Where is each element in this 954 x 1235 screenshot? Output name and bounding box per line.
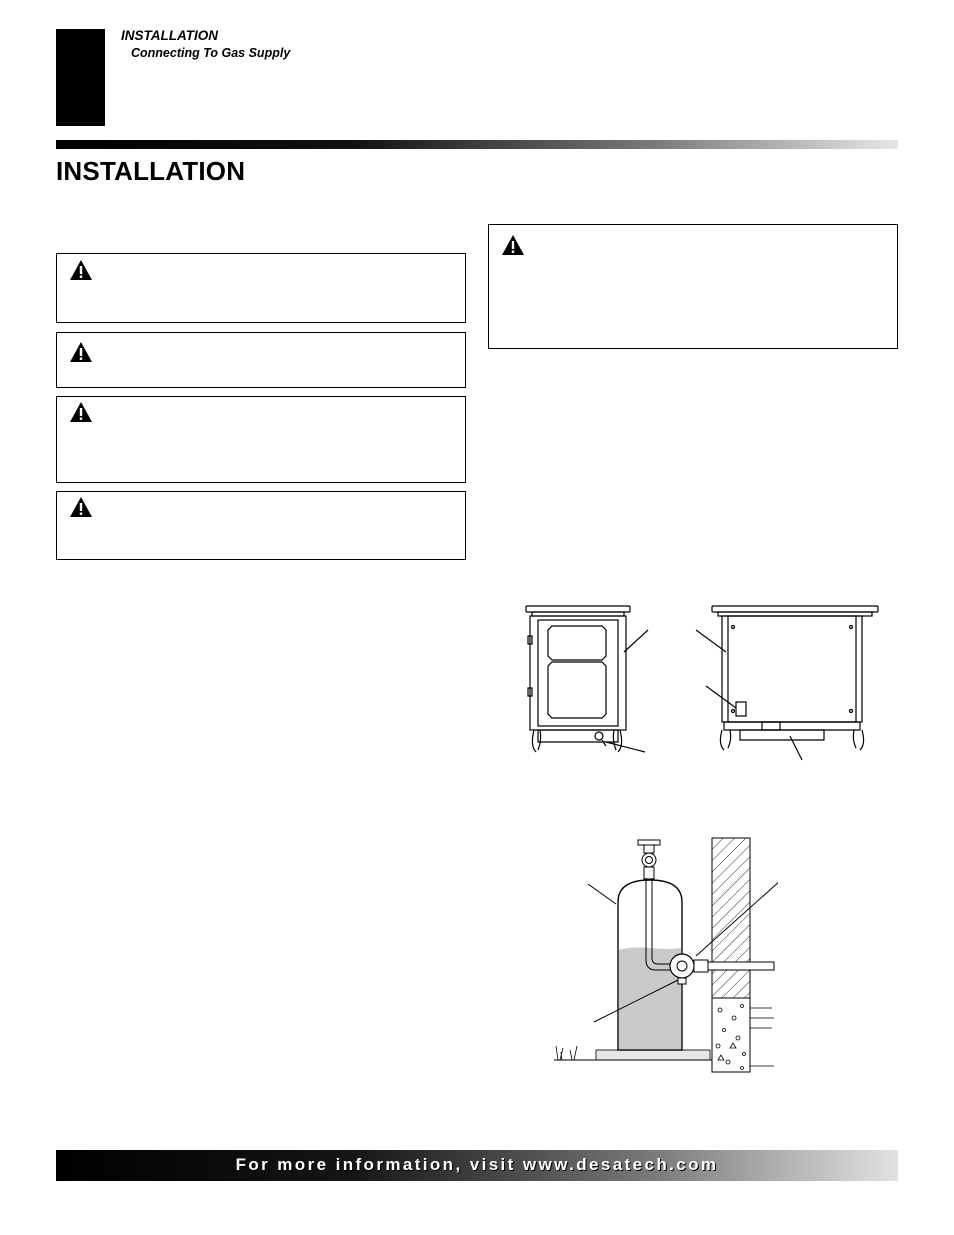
warning-triangle-icon: [69, 496, 93, 518]
page-title: INSTALLATION: [56, 156, 246, 186]
warning-triangle-icon: [501, 234, 525, 256]
warning-box-4: [56, 491, 466, 560]
warning-triangle-icon: [69, 401, 93, 423]
warning-box-1: [56, 253, 466, 323]
footer-bar: [56, 1150, 898, 1181]
header-gradient-rule: [56, 140, 898, 149]
propane-tank-illustration: [548, 832, 778, 1077]
footer-website-text: For more information, visit www.desatech.com: [235, 1155, 719, 1174]
warning-box-3: [56, 396, 466, 483]
stove-views-illustration: [500, 596, 900, 766]
section-tab-block: [56, 29, 105, 126]
warning-triangle-icon: [69, 259, 93, 281]
header-subsection-label: Connecting To Gas Supply: [131, 46, 291, 60]
warning-triangle-icon: [69, 341, 93, 363]
warning-box-5: [488, 224, 898, 349]
warning-box-2: [56, 332, 466, 388]
header-section-label: INSTALLATION: [121, 28, 218, 43]
